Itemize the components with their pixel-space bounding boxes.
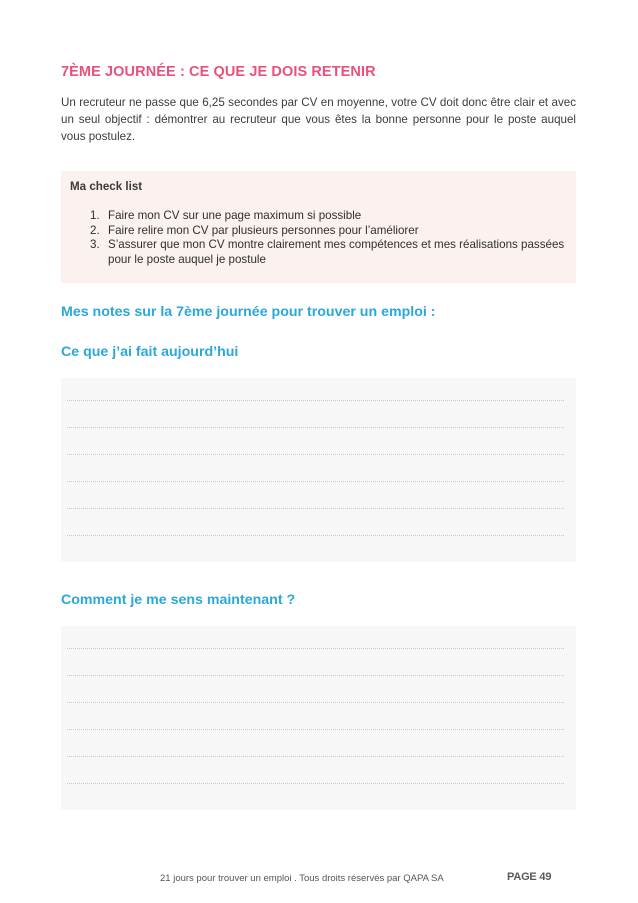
writing-line (67, 675, 564, 676)
writing-line (67, 729, 564, 730)
writing-line (67, 702, 564, 703)
checklist-item-text: Faire relire mon CV par plusieurs personnes pour l’améliorer (108, 223, 419, 237)
checklist-item-number: 3. (90, 238, 100, 251)
page-title: 7ÈME JOURNÉE : CE QUE JE DOIS RETENIR (61, 64, 376, 80)
writing-line (67, 648, 564, 649)
section-done-today-label: Ce que j’ai fait aujourd’hui (61, 344, 239, 360)
writing-line (67, 454, 564, 455)
notes-area-done-today[interactable] (61, 378, 576, 562)
notes-heading: Mes notes sur la 7ème journée pour trouver un emploi : (61, 304, 436, 320)
writing-line (67, 481, 564, 482)
intro-paragraph: Un recruteur ne passe que 6,25 secondes par CV en moyenne, votre CV doit donc être clair et avec un seul objectif : démontrer au recruteur que vous êtes la bonne personne pour le poste auquel vous postulez. (61, 96, 576, 143)
page-number: PAGE 49 (507, 871, 552, 883)
checklist-item-number: 1. (90, 209, 100, 222)
writing-line (67, 783, 564, 784)
checklist-item-text: S’assurer que mon CV montre clairement mes compétences et mes réalisations passées pour le poste auquel je postule (108, 238, 565, 266)
checklist-item (90, 238, 570, 267)
checklist-item-text: Faire mon CV sur une page maximum si possible (108, 209, 362, 222)
writing-line (67, 427, 564, 428)
writing-line (67, 756, 564, 757)
checklist-item (90, 209, 570, 224)
checklist (90, 209, 570, 267)
section-feeling-label: Comment je me sens maintenant ? (61, 592, 296, 608)
notes-area-feeling[interactable] (61, 626, 576, 810)
writing-line (67, 508, 564, 509)
checklist-item (90, 224, 570, 239)
writing-line (67, 535, 564, 536)
checklist-item-number: 2. (90, 223, 100, 237)
footer-copyright: 21 jours pour trouver un emploi . Tous droits réservés par QAPA SA (160, 873, 444, 884)
writing-line (67, 400, 564, 401)
checklist-title: Ma check list (70, 180, 143, 193)
